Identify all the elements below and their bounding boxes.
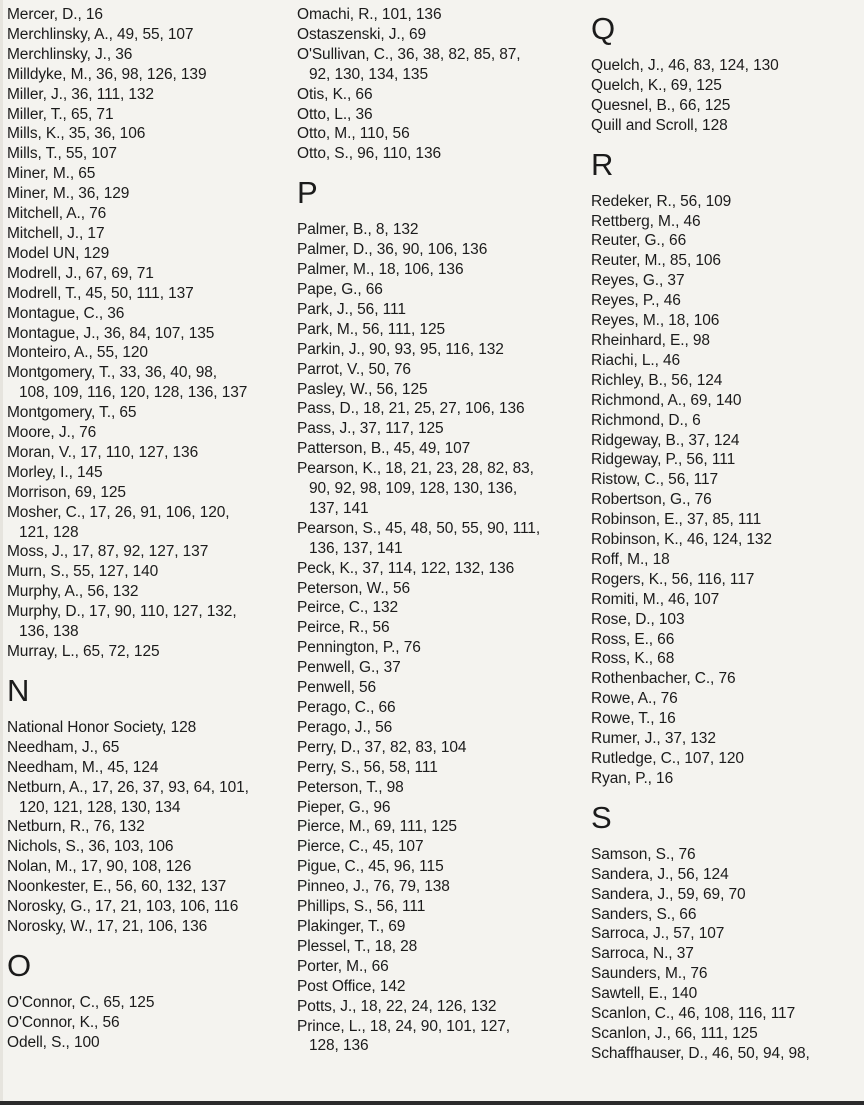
index-entry [297, 45, 582, 85]
index-entry-text: Rowe, T., 16 [591, 710, 676, 728]
index-entry-continuation: 128, 136 [309, 1037, 369, 1055]
index-entry [591, 192, 851, 212]
index-entry [297, 897, 582, 917]
index-entry-text: Rumer, J., 37, 132 [591, 730, 716, 748]
index-entry-text: Ryan, P., 16 [591, 769, 674, 787]
index-entry [297, 937, 582, 957]
index-entry-text: Rogers, K., 56, 116, 117 [591, 570, 755, 588]
index-entry [591, 96, 851, 116]
index-entry [297, 240, 582, 260]
index-entry-text: Pape, G., 66 [297, 280, 383, 298]
index-entry [297, 758, 582, 778]
index-entry [297, 738, 582, 758]
index-entry [591, 76, 851, 96]
index-entry-text: Palmer, M., 18, 106, 136 [297, 261, 464, 279]
index-entry [591, 116, 851, 136]
index-entry-text: Porter, M., 66 [297, 957, 389, 975]
index-entry [297, 340, 582, 360]
index-entry-continuation: 137, 141 [309, 499, 369, 517]
index-entry-text: Pass, J., 37, 117, 125 [297, 420, 444, 438]
index-entry-text: Sanders, S., 66 [591, 905, 697, 923]
index-entry-text: Palmer, D., 36, 90, 106, 136 [297, 241, 488, 259]
section-letter-q: Q [591, 11, 616, 46]
index-entry-continuation: 90, 92, 98, 109, 128, 130, 136, [309, 480, 518, 498]
index-entry-text: Palmer, B., 8, 132 [297, 221, 419, 239]
index-entry-text: Sandera, J., 56, 124 [591, 865, 729, 883]
index-entry [7, 85, 289, 105]
index-entry-text: Ridgeway, P., 56, 111 [591, 451, 736, 469]
index-entry [591, 271, 851, 291]
index-entry-text: Norosky, G., 17, 21, 103, 106, 116 [7, 898, 239, 916]
index-entry [297, 977, 582, 997]
index-entry-text: Reyes, G., 37 [591, 272, 685, 290]
index-entry-text: Murphy, D., 17, 90, 110, 127, 132, [7, 603, 237, 621]
index-entry-text: Scanlon, J., 66, 111, 125 [591, 1024, 758, 1042]
index-entry [297, 399, 582, 419]
index-entry [297, 85, 582, 105]
index-entry-text: Plessel, T., 18, 28 [297, 937, 418, 955]
index-entry [7, 857, 289, 877]
section-letter-s: S [591, 799, 612, 835]
entries-q [591, 56, 851, 136]
index-entry-text: Moore, J., 76 [7, 424, 97, 442]
index-entry-text: Pearson, K., 18, 21, 23, 28, 82, 83, [297, 460, 534, 478]
index-entry-text: Pigue, C., 45, 96, 115 [297, 858, 444, 876]
index-entry-text: Ross, K., 68 [591, 650, 675, 668]
index-entry [591, 231, 851, 251]
index-entry [7, 144, 289, 164]
index-entry-text: Redeker, R., 56, 109 [591, 192, 732, 210]
index-entry [7, 224, 289, 244]
index-entry-text: O'Connor, K., 56 [7, 1013, 120, 1031]
index-entry-text: Milldyke, M., 36, 98, 126, 139 [7, 65, 207, 83]
index-entry-text: Norosky, W., 17, 21, 106, 136 [7, 917, 208, 935]
index-entry [297, 678, 582, 698]
index-entry-text: Peterson, T., 98 [297, 778, 404, 796]
index-entry [591, 964, 851, 984]
index-entry-text: Omachi, R., 101, 136 [297, 6, 442, 23]
index-entry-text: Rowe, A., 76 [591, 690, 678, 708]
index-entry [591, 251, 851, 271]
index-entry-text: Pasley, W., 56, 125 [297, 380, 428, 398]
index-entry-text: Reuter, M., 85, 106 [591, 252, 721, 270]
index-entry [591, 610, 851, 630]
index-entry-text: Romiti, M., 46, 107 [591, 590, 720, 608]
index-entry [591, 570, 851, 590]
index-entry-text: Sarroca, J., 57, 107 [591, 925, 725, 943]
index-entry-text: O'Sullivan, C., 36, 38, 82, 85, 87, [297, 45, 521, 63]
index-entry [7, 5, 289, 25]
index-entry-text: Merchlinsky, A., 49, 55, 107 [7, 25, 194, 43]
index-entry-text: Scanlon, C., 46, 108, 116, 117 [591, 1005, 796, 1023]
index-entry-text: Rutledge, C., 107, 120 [591, 750, 744, 767]
index-entry [297, 857, 582, 877]
index-entry [591, 1004, 851, 1024]
index-entry-text: Riachi, L., 46 [591, 351, 681, 369]
index-entry [591, 351, 851, 371]
index-entry [591, 490, 851, 510]
index-entry [297, 280, 582, 300]
index-entry-text: Peirce, R., 56 [297, 619, 390, 637]
index-entry-text: Montgomery, T., 33, 36, 40, 98, [7, 364, 218, 382]
index-entry [591, 905, 851, 925]
index-entry [7, 837, 289, 857]
index-entry-text: Nichols, S., 36, 103, 106 [7, 838, 174, 856]
index-entry [591, 769, 851, 789]
index-entry-text: Miner, M., 65 [7, 165, 96, 183]
index-entry [297, 837, 582, 857]
index-entry [297, 124, 582, 144]
index-entry-text: Rheinhard, E., 98 [591, 331, 710, 349]
index-entry-text: Murray, L., 65, 72, 125 [7, 643, 160, 660]
index-entry-text: Murn, S., 55, 127, 140 [7, 563, 159, 581]
index-entry-text: Modrell, J., 67, 69, 71 [7, 264, 154, 282]
index-entry [7, 562, 289, 582]
index-entry-text: Rettberg, M., 46 [591, 212, 701, 230]
index-entry [297, 997, 582, 1017]
index-entry-text: Ristow, C., 56, 117 [591, 471, 719, 489]
index-entry-text: Perry, D., 37, 82, 83, 104 [297, 738, 467, 756]
index-entry [7, 463, 289, 483]
section-letter-p: P [297, 175, 318, 211]
index-entry [7, 264, 289, 284]
index-entry [591, 984, 851, 1004]
index-entry-text: Reyes, P., 46 [591, 292, 681, 310]
index-entry-text: Richmond, A., 69, 140 [591, 391, 742, 409]
index-entry-text: Parkin, J., 90, 93, 95, 116, 132 [297, 340, 504, 358]
index-entry [297, 658, 582, 678]
index-entry [591, 470, 851, 490]
index-entry [7, 204, 289, 224]
index-entry [591, 630, 851, 650]
index-entry-text: Nolan, M., 17, 90, 108, 126 [7, 858, 192, 876]
index-entry [7, 738, 289, 758]
index-entry [7, 758, 289, 778]
index-entry [591, 212, 851, 232]
index-entry-text: Needham, J., 65 [7, 738, 120, 756]
index-entry-continuation: 121, 128 [19, 523, 79, 541]
index-entry [297, 144, 582, 164]
index-entry [7, 483, 289, 503]
index-entry-text: Pass, D., 18, 21, 25, 27, 106, 136 [297, 400, 525, 418]
index-entry [591, 311, 851, 331]
index-entry [7, 343, 289, 363]
index-entry-text: Robertson, G., 76 [591, 491, 712, 509]
index-entry-text: Mitchell, J., 17 [7, 224, 105, 242]
index-entry-continuation: 136, 137, 141 [309, 539, 403, 557]
index-entry [591, 371, 851, 391]
index-entry-text: Montgomery, T., 65 [7, 404, 137, 422]
index-entry [297, 718, 582, 738]
index-entry [297, 300, 582, 320]
index-entry-text: Mosher, C., 17, 26, 91, 106, 120, [7, 503, 230, 521]
index-entry-text: Sawtell, E., 140 [591, 985, 698, 1003]
index-entry [591, 391, 851, 411]
index-entry-text: Miner, M., 36, 129 [7, 185, 130, 203]
index-entry [591, 1024, 851, 1044]
index-entry [297, 638, 582, 658]
index-entry [591, 291, 851, 311]
index-entry-text: Reyes, M., 18, 106 [591, 312, 720, 330]
index-entry-text: Murphy, A., 56, 132 [7, 583, 139, 601]
index-entry-text: Miller, T., 65, 71 [7, 105, 114, 123]
index-entry-text: Parrot, V., 50, 76 [297, 360, 411, 378]
index-entry [297, 380, 582, 400]
index-entry-continuation: 120, 121, 128, 130, 134 [19, 798, 181, 816]
index-entry [297, 817, 582, 837]
index-entry [297, 957, 582, 977]
index-entry-text: Pierce, M., 69, 111, 125 [297, 818, 457, 836]
index-entry [297, 105, 582, 125]
index-entry [7, 817, 289, 837]
index-entry-text: Robinson, E., 37, 85, 111 [591, 511, 762, 529]
index-entry [7, 897, 289, 917]
index-entry-text: Otto, M., 110, 56 [297, 125, 410, 143]
index-column-2 [297, 5, 582, 1056]
entries-r [591, 192, 851, 789]
index-entry-text: Needham, M., 45, 124 [7, 758, 159, 776]
index-entry-text: Mills, K., 35, 36, 106 [7, 125, 146, 143]
index-entry [591, 885, 851, 905]
index-entry [297, 1017, 582, 1057]
index-entry-text: Rose, D., 103 [591, 610, 685, 628]
index-entry-text: Pennington, P., 76 [297, 639, 421, 657]
index-entry-text: Ross, E., 66 [591, 630, 675, 648]
index-entry [7, 324, 289, 344]
index-entry-text: Modrell, T., 45, 50, 111, 137 [7, 284, 194, 302]
index-entry [591, 530, 851, 550]
index-entry [7, 244, 289, 264]
index-entry [591, 590, 851, 610]
index-entry-text: Merchlinsky, J., 36 [7, 45, 133, 63]
index-entry [7, 403, 289, 423]
index-entry [591, 450, 851, 470]
index-entry-text: Richmond, D., 6 [591, 411, 701, 429]
index-entry [591, 411, 851, 431]
index-entry [591, 924, 851, 944]
index-entry-text: Ostaszenski, J., 69 [297, 25, 427, 43]
entries-s [591, 845, 851, 1064]
index-entry-text: Penwell, 56 [297, 679, 377, 697]
section-letter-n: N [7, 672, 30, 708]
index-entry-text: Mitchell, A., 76 [7, 205, 107, 223]
index-entry [591, 56, 851, 76]
index-entry-continuation: 136, 138 [19, 623, 79, 641]
page-edge [0, 0, 3, 1105]
index-entry-text: Sarroca, N., 37 [591, 945, 694, 963]
index-entry-text: Perago, J., 56 [297, 718, 393, 736]
index-entry-continuation: 108, 109, 116, 120, 128, 136, 137 [19, 384, 248, 402]
index-entry [591, 749, 851, 769]
index-entry-text: Pieper, G., 96 [297, 798, 391, 816]
index-entry-text: Montague, C., 36 [7, 304, 125, 322]
index-entry [297, 559, 582, 579]
index-entry-text: Morrison, 69, 125 [7, 483, 126, 501]
index-entry-text: Perry, S., 56, 58, 111 [297, 758, 438, 776]
index-entry [7, 642, 289, 662]
index-entry [7, 993, 289, 1013]
index-entry-text: Mills, T., 55, 107 [7, 145, 117, 163]
index-entry [297, 25, 582, 45]
index-entry-text: Post Office, 142 [297, 977, 406, 995]
index-entry-text: Netburn, R., 76, 132 [7, 818, 145, 836]
index-entry [7, 45, 289, 65]
index-entry [297, 598, 582, 618]
index-entry [7, 778, 289, 818]
index-entry [591, 845, 851, 865]
index-entry-text: Pearson, S., 45, 48, 50, 55, 90, 111, [297, 519, 541, 537]
index-entry [297, 320, 582, 340]
index-entry-text: Miller, J., 36, 111, 132 [7, 85, 154, 103]
index-entry-text: Noonkester, E., 56, 60, 132, 137 [7, 878, 227, 896]
index-entry [7, 164, 289, 184]
index-entry-text: Potts, J., 18, 22, 24, 126, 132 [297, 997, 497, 1015]
index-entry-text: Pierce, C., 45, 107 [297, 838, 424, 856]
index-entry [591, 1044, 851, 1064]
index-entry [7, 1033, 289, 1053]
index-entry-text: Prince, L., 18, 24, 90, 101, 127, [297, 1017, 510, 1035]
index-entry [297, 419, 582, 439]
entries-n [7, 718, 289, 937]
index-entry [7, 25, 289, 45]
index-entry [591, 510, 851, 530]
index-column-3 [591, 5, 851, 1064]
index-entry-text: O'Connor, C., 65, 125 [7, 993, 155, 1011]
index-entry-text: Quelch, K., 69, 125 [591, 76, 722, 94]
index-entry [7, 65, 289, 85]
index-entry [591, 729, 851, 749]
bottom-rule [0, 1101, 864, 1105]
index-entry-text: Otis, K., 66 [297, 85, 373, 103]
index-column-1 [7, 5, 289, 1053]
index-entry [7, 124, 289, 144]
index-entry-text: Odell, S., 100 [7, 1033, 100, 1051]
index-entry [7, 503, 289, 543]
index-entry-text: Patterson, B., 45, 49, 107 [297, 440, 471, 458]
index-entry [7, 602, 289, 642]
index-entry-text: National Honor Society, 128 [7, 718, 197, 736]
index-entry-text: Mercer, D., 16 [7, 6, 103, 23]
index-entry [591, 865, 851, 885]
index-entry [7, 105, 289, 125]
index-entry-text: Robinson, K., 46, 124, 132 [591, 531, 772, 549]
index-entry [297, 618, 582, 638]
index-entry [7, 284, 289, 304]
index-entry [591, 669, 851, 689]
index-entry [297, 778, 582, 798]
index-entry [297, 798, 582, 818]
index-entry-text: Plakinger, T., 69 [297, 917, 406, 935]
index-entry-text: Peck, K., 37, 114, 122, 132, 136 [297, 559, 515, 577]
index-entry-text: Monteiro, A., 55, 120 [7, 344, 148, 362]
index-entry-text: Quelch, J., 46, 83, 124, 130 [591, 57, 779, 74]
index-entry [297, 519, 582, 559]
index-entry-text: Park, J., 56, 111 [297, 300, 406, 318]
index-entry [591, 944, 851, 964]
index-entry-text: Reuter, G., 66 [591, 232, 687, 250]
index-entry [7, 1013, 289, 1033]
index-entry-text: Quill and Scroll, 128 [591, 116, 728, 134]
index-entry [297, 439, 582, 459]
index-entry [7, 877, 289, 897]
index-entry [591, 331, 851, 351]
index-entry [297, 877, 582, 897]
index-entry-text: Moran, V., 17, 110, 127, 136 [7, 443, 199, 461]
index-entry [7, 443, 289, 463]
index-entry-text: Model UN, 129 [7, 244, 110, 262]
section-letter-r: R [591, 146, 614, 182]
index-entry-text: Roff, M., 18 [591, 550, 670, 568]
index-entry-text: Park, M., 56, 111, 125 [297, 320, 446, 338]
index-entry [591, 709, 851, 729]
index-entry-text: Netburn, A., 17, 26, 37, 93, 64, 101, [7, 778, 249, 796]
index-entry [7, 363, 289, 403]
section-letter-o: O [7, 947, 32, 983]
index-entry [7, 718, 289, 738]
index-entry [297, 917, 582, 937]
entries-o [7, 993, 289, 1053]
index-entry [591, 689, 851, 709]
index-entry [591, 431, 851, 451]
index-entry-text: Phillips, S., 56, 111 [297, 898, 426, 916]
index-entry-text: Morley, I., 145 [7, 463, 103, 481]
index-entry-text: Sandera, J., 59, 69, 70 [591, 885, 746, 903]
index-entry [297, 459, 582, 519]
index-entry-text: Quesnel, B., 66, 125 [591, 96, 731, 114]
index-entry-text: Pinneo, J., 76, 79, 138 [297, 878, 450, 896]
index-entry [7, 423, 289, 443]
index-entry [297, 5, 582, 25]
index-entry-continuation: 92, 130, 134, 135 [309, 65, 428, 83]
index-entry-text: Otto, S., 96, 110, 136 [297, 145, 441, 163]
index-entry-text: Richley, B., 56, 124 [591, 371, 723, 389]
index-entry [297, 220, 582, 240]
index-entry [7, 304, 289, 324]
index-entry [7, 184, 289, 204]
index-entry [297, 360, 582, 380]
index-entry-text: Saunders, M., 76 [591, 965, 708, 983]
entries-p [297, 220, 582, 1056]
index-entry [7, 917, 289, 937]
index-entry-text: Penwell, G., 37 [297, 659, 401, 677]
index-entry-text: Moss, J., 17, 87, 92, 127, 137 [7, 543, 209, 561]
index-entry [297, 260, 582, 280]
index-entry-text: Samson, S., 76 [591, 845, 696, 863]
index-entry-text: Peirce, C., 132 [297, 599, 399, 617]
index-entry [7, 582, 289, 602]
index-entry-text: Otto, L., 36 [297, 105, 373, 123]
index-entry [7, 542, 289, 562]
index-entry-text: Ridgeway, B., 37, 124 [591, 431, 740, 449]
index-entry [591, 649, 851, 669]
index-entry-text: Montague, J., 36, 84, 107, 135 [7, 324, 215, 342]
index-entry-text: Schaffhauser, D., 46, 50, 94, 98, [591, 1044, 810, 1062]
index-entry [591, 550, 851, 570]
index-entry-text: Perago, C., 66 [297, 699, 396, 716]
entries-m [7, 5, 289, 662]
index-entry [297, 579, 582, 599]
entries-o-cont [297, 5, 582, 164]
index-entry [297, 698, 582, 718]
index-entry-text: Peterson, W., 56 [297, 579, 410, 597]
index-entry-text: Rothenbacher, C., 76 [591, 670, 736, 688]
